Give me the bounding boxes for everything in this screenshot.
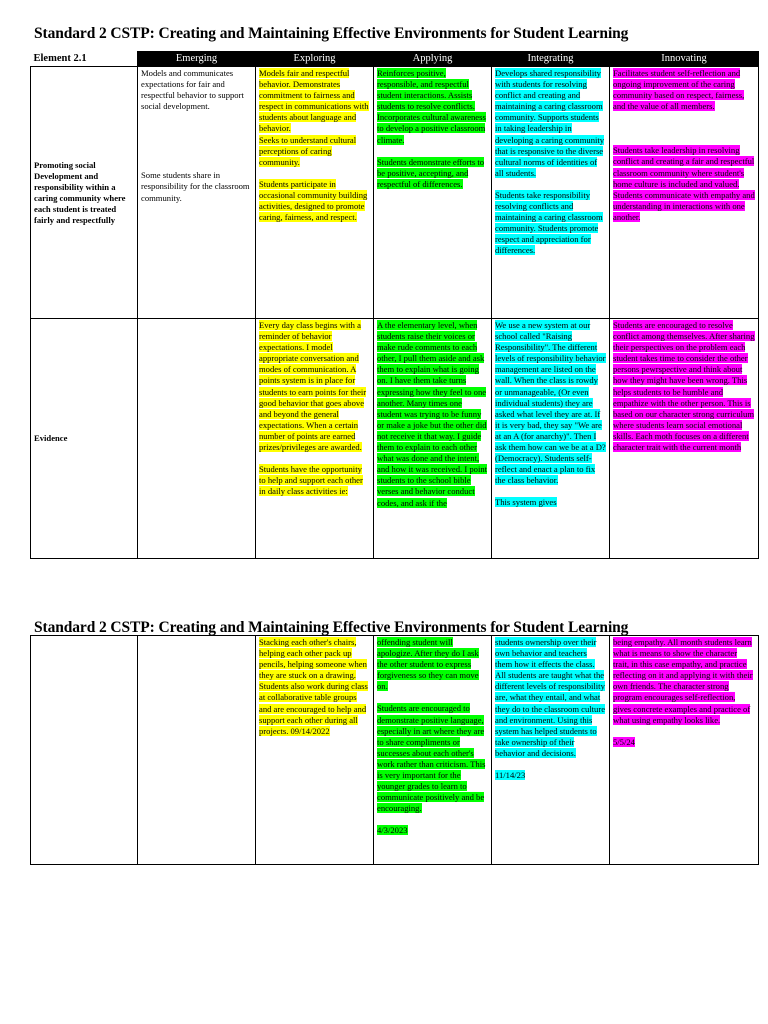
- column-header-applying: Applying: [374, 52, 492, 67]
- page-title: Standard 2 CSTP: Creating and Maintaining Effective Environments for Student Learning: [34, 619, 629, 636]
- rubric-table: [30, 51, 759, 559]
- rubric-table: [30, 635, 759, 865]
- column-header-exploring: Exploring: [256, 52, 374, 67]
- exploring-cell: [256, 67, 374, 319]
- table-row: [31, 636, 759, 865]
- highlighted-text: Facilitates student self-reflection and ongoing improvement of the caring community based on respect, fairness, and the value of all members.: [613, 68, 745, 112]
- highlighted-text: Students take leadership in resolving conflict and creating a fair and respectful classroom community where student's home culture is included and valued. Students communicate with empathy and understanding in interactions with one another.: [613, 145, 755, 222]
- table-row: [31, 319, 759, 559]
- highlighted-text: Every day class begins with a reminder of behavior expectations. I model appropriate conversation and modes of communication. A points system is in place for students to earn points for their good behavior that goes above and beyond the general expectations. When a certain number of points are earned prizes/privileges are awarded.: [259, 320, 367, 453]
- integrating-cell: [492, 319, 610, 559]
- highlighted-text: students ownership over their own behavior and teachers them how it effects the class. All students are taught what the different levels of responsibility are, what they entail, and what they do to the classroom culture and environment. Using this system has helped students to take ownership of their behavior and decisions.: [495, 637, 606, 758]
- innovating-cell: [610, 67, 759, 319]
- highlighted-text: Models fair and respectful behavior. Demonstrates commitment to fairness and respect in communications with students about language and behavior.: [259, 68, 369, 134]
- exploring-cell: [256, 319, 374, 559]
- applying-cell: [374, 319, 492, 559]
- innovating-cell: [610, 636, 759, 865]
- date-text: 5/5/24: [613, 736, 635, 747]
- emerging-cell: [138, 67, 256, 319]
- integrating-cell: [492, 636, 610, 865]
- exploring-cell: [256, 636, 374, 865]
- row-label: Promoting social Development and responsibility within a caring community where each student is treated fairly and respectfully: [31, 67, 138, 319]
- highlighted-text: Seeks to understand cultural perceptions of caring community.: [259, 134, 357, 167]
- applying-cell: [374, 67, 492, 319]
- emerging-cell: [138, 636, 256, 865]
- column-header-emerging: Emerging: [138, 52, 256, 67]
- row-label: [31, 636, 138, 865]
- highlighted-text: Reinforces positive, responsible, and respectful student interactions. Assists students to resolve conflicts.: [377, 68, 475, 112]
- date-text: 11/14/23: [495, 770, 526, 781]
- emerging-cell: [138, 319, 256, 559]
- highlighted-text: Students are encouraged to resolve conflict among themselves. After sharing their perspectives on the problem each student takes time to consider the other persons pewrspective and think about how they might have been wrong. This helps students to be humble and empathize with the other person. This is based on our character strong curriculum where students learn social emotional skills. Each moth focuses on a different character trait with the current month: [613, 320, 755, 453]
- header-row: [31, 52, 759, 67]
- date-text: 4/3/2023: [377, 825, 408, 836]
- highlighted-text: offending student will apologize. After they do I ask the other student to express forgiveness so they can move on.: [377, 637, 479, 692]
- applying-cell: [374, 636, 492, 865]
- highlighted-text: Students demonstrate efforts to be positive, accepting, and respectful of differences.: [377, 156, 485, 189]
- highlighted-text: Incorporates cultural awareness to develop a positive classroom climate.: [377, 112, 486, 145]
- element-label: Element 2.1: [31, 52, 138, 67]
- page-title: Standard 2 CSTP: Creating and Maintaining Effective Environments for Student Learning: [34, 25, 629, 42]
- column-header-integrating: Integrating: [492, 52, 610, 67]
- highlighted-text: Students are encouraged to demonstrate positive language, especially in art where they are to share compliments or successes about each other's work rather than criticism. This is very important for the younger grades to learn to communicate positively and be encouraging.: [377, 703, 486, 814]
- highlighted-text: We use a new system at our school called "Raising Responsibility". The different levels of responsibility behavior management are listed on the wall. When the class is rowdy or unmanageable, (Or even individual students) they are asked what level they are at. If it is very bad, they say "We are at an A (for anarchy)". Then I ask them how can we be at a D? (Democracy). Students self-reflect and enact a plan to fix the class behavior.: [495, 320, 606, 486]
- emerging-text: Models and communicates expectations for fair and respectful behavior to support social development.: [141, 68, 244, 112]
- innovating-cell: [610, 319, 759, 559]
- column-header-innovating: Innovating: [610, 52, 759, 67]
- highlighted-text: Students have the opportunity to help and support each other in daily class activities ie:: [259, 464, 363, 497]
- emerging-text: Some students share in responsibility for the classroom community.: [141, 170, 250, 203]
- highlighted-text: Develops shared responsibility with students for resolving conflict and creating and maintaining a caring classroom community. Supports students in taking leadership in developing a caring community that is responsive to the diverse cultural norms of identities of all students.: [495, 68, 605, 178]
- integrating-cell: [492, 67, 610, 319]
- highlighted-text: This system gives: [495, 497, 557, 508]
- highlighted-text: A the elementary level, when students raise their voices or make rude comments to each other, I pull them aside and ask them to explain what is going on. I have them take turns expressing how they feel to one another. Many times one student was trying to be funny or make a joke but the other did not receive it that way. I guide them to explain to each other what was done and the intent, and how it was received. I point students to the school bible verses and behavior conduct codes, and ask if the: [377, 320, 488, 508]
- highlighted-text: Students participate in occasional community building activities, designed to promote caring, fairness, and respect.: [259, 178, 368, 223]
- highlighted-text: Stacking each other's chairs, helping each other pack up pencils, helping someone when they are stuck on a drawing. Students also work during class at collaborative table groups and are encouraged to help and support each other during all projects. 09/14/2022: [259, 637, 368, 736]
- row-label: Evidence: [31, 319, 138, 559]
- highlighted-text: being empathy. All month students learn what is means to show the character trait, in this case empathy, and practice reflecting on it and applying it with their own friends. The character strong program encourages self-reflection, gives concrete examples and practice of what using empathy looks like.: [613, 637, 753, 725]
- table-row: [31, 67, 759, 319]
- highlighted-text: Students take responsibility resolving conflicts and maintaining a caring classroom community. Students promote respect and appreciation for differences.: [495, 189, 603, 256]
